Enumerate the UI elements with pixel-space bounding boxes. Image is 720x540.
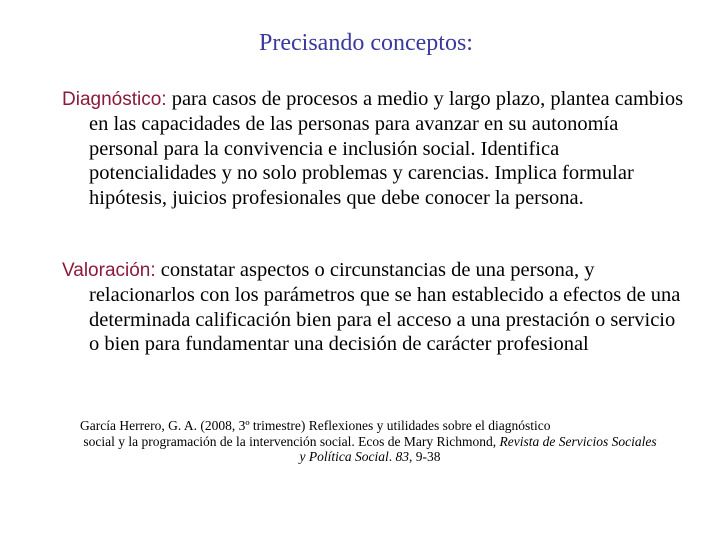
diagnostico-paragraph	[62, 87, 689, 210]
citation-line-2	[80, 434, 660, 465]
diagnostico-term: Diagnóstico:	[62, 89, 167, 110]
citation-pages: , 9-38	[408, 449, 441, 464]
valoracion-paragraph	[62, 258, 689, 357]
valoracion-text: constatar aspectos o circunstancias de una persona, y relacionarlos con los parámetros que se han establecido a efectos de una determinada calificación bien para el acceso a una prestación o servicio o bien para fundamentar una decisión de carácter profesional	[89, 259, 681, 356]
citation-journal: Revista de Servicios Sociales y Política Social	[299, 433, 657, 464]
citation-authors-text: social y la programación de la intervención social. Ecos de Mary Richmond,	[83, 433, 500, 449]
diagnostico-text: para casos de procesos a medio y largo plazo, plantea cambios en las capacidades de las personas para avanzar en su autonomía personal para la convivencia e inclusión social. Identifica potencialidades y no solo problemas y carencias. Implica formular hipótesis, juicios profesionales que debe conocer la persona.	[89, 88, 684, 209]
citation-line-1: García Herrero, G. A. (2008, 3º trimestre) Reflexiones y utilidades sobre el diagnóstico	[80, 418, 551, 433]
citation-volume: 83	[395, 449, 409, 464]
slide-title: Precisando conceptos:	[259, 30, 473, 56]
valoracion-term: Valoración:	[62, 260, 156, 281]
citation-separator: .	[388, 449, 396, 464]
citation	[80, 418, 660, 465]
